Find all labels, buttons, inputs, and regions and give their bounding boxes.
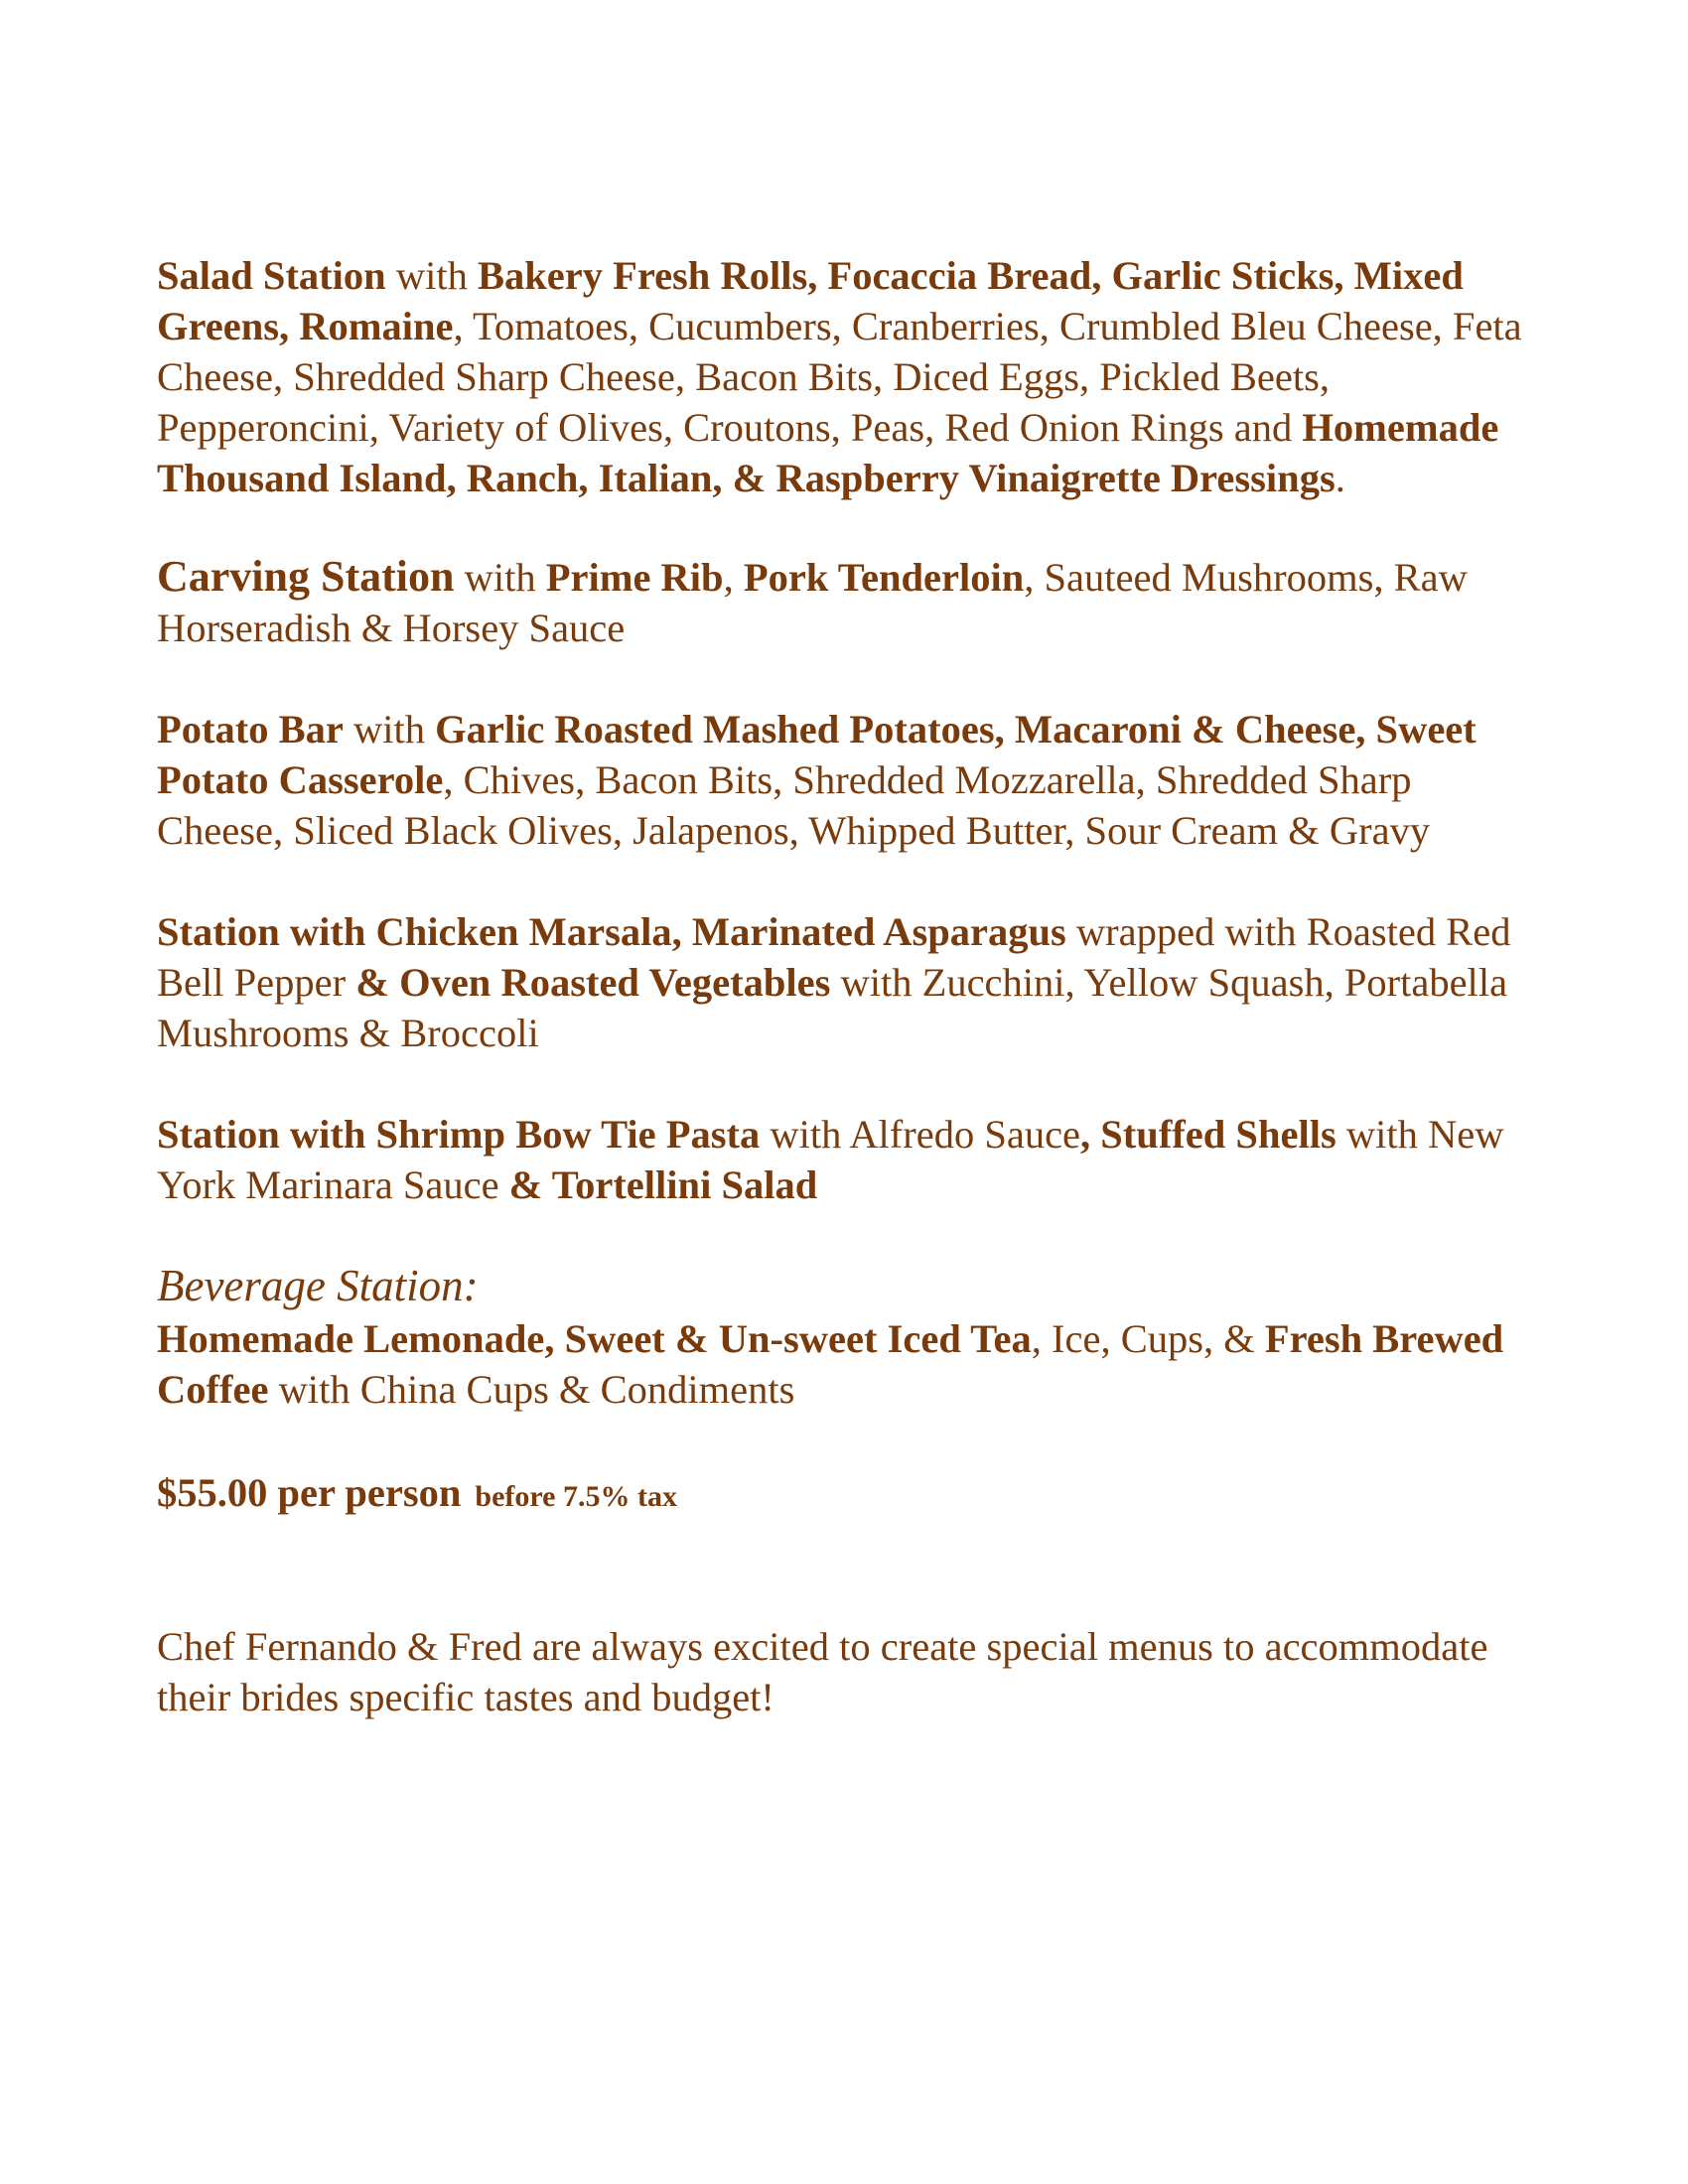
shrimp-station-paragraph — [157, 1109, 1547, 1210]
salad-station-heading: Salad Station — [157, 253, 386, 298]
salad-breads-greens: Bakery Fresh Rolls, Focaccia Bread, Garlic Sticks, Mixed Greens, Romaine — [157, 253, 1464, 348]
price-line — [157, 1467, 1547, 1522]
potato-with: with — [343, 707, 436, 751]
price-tax-note: before 7.5% tax — [475, 1480, 677, 1513]
chicken-vegetable-list: with Zucchini, Yellow Squash, Portabella Mushrooms & Broccoli — [157, 960, 1508, 1055]
beverage-condiments: with China Cups & Condiments — [268, 1367, 795, 1412]
chicken-station-heading: Station with Chicken Marsala, Marinated Asparagus — [157, 909, 1066, 954]
chicken-station-paragraph — [157, 906, 1547, 1058]
carving-station-paragraph — [157, 551, 1547, 653]
beverage-drinks: Homemade Lemonade, Sweet & Un-sweet Iced Tea — [157, 1316, 1032, 1361]
shrimp-marinara: with New York Marinara Sauce — [157, 1112, 1504, 1207]
potato-bar-heading: Potato Bar — [157, 707, 344, 751]
chicken-oven-vegetables: & Oven Roasted Vegetables — [355, 960, 831, 1005]
carving-comma: , — [723, 555, 744, 600]
closing-note: Chef Fernando & Fred are always excited to create special menus to accommodate their brides specific tastes and budget! — [157, 1624, 1488, 1719]
salad-toppings: , Tomatoes, Cucumbers, Cranberries, Crumbled Bleu Cheese, Feta Cheese, Shredded Sharp Cheese, Bacon Bits, Diced Eggs, Pickled Beets, Pepperoncini, Variety of Olives, Croutons, Peas, Red Onion Rings and — [157, 304, 1522, 450]
carving-station-heading: Carving Station — [157, 552, 455, 601]
shrimp-stuffed-shells: , Stuffed Shells — [1080, 1112, 1336, 1157]
menu-content — [157, 250, 1547, 1722]
beverage-station-paragraph — [157, 1313, 1547, 1415]
potato-dishes: Garlic Roasted Mashed Potatoes, Macaroni & Cheese, Sweet Potato Casserole — [157, 707, 1477, 802]
beverage-supplies: , Ice, Cups, & — [1031, 1316, 1265, 1361]
salad-dressings: Homemade Thousand Island, Ranch, Italian, & Raspberry Vinaigrette Dressings — [157, 405, 1499, 500]
shrimp-alfredo: with Alfredo Sauce — [760, 1112, 1081, 1157]
potato-toppings: , Chives, Bacon Bits, Shredded Mozzarella, Shredded Sharp Cheese, Sliced Black Olives, Jalapenos, Whipped Butter, Sour Cream & Gravy — [157, 757, 1431, 853]
carving-with: with — [454, 555, 546, 600]
beverage-station-heading: Beverage Station: — [157, 1261, 479, 1310]
carving-prime-rib: Prime Rib — [545, 555, 724, 600]
salad-period: . — [1335, 456, 1345, 500]
price-per-person: $55.00 per person — [157, 1470, 462, 1515]
shrimp-station-heading: Station with Shrimp Bow Tie Pasta — [157, 1112, 761, 1157]
salad-text: with — [385, 253, 478, 298]
carving-sides: , Sauteed Mushrooms, Raw Horseradish & Horsey Sauce — [157, 555, 1468, 650]
chicken-asparagus-detail: wrapped with Roasted Red Bell Pepper — [157, 909, 1511, 1005]
beverage-coffee: Fresh Brewed Coffee — [157, 1316, 1504, 1412]
salad-station-paragraph — [157, 250, 1547, 503]
shrimp-tortellini-salad: & Tortellini Salad — [508, 1162, 818, 1207]
potato-bar-paragraph — [157, 704, 1547, 856]
carving-pork-tenderloin: Pork Tenderloin — [743, 555, 1025, 600]
